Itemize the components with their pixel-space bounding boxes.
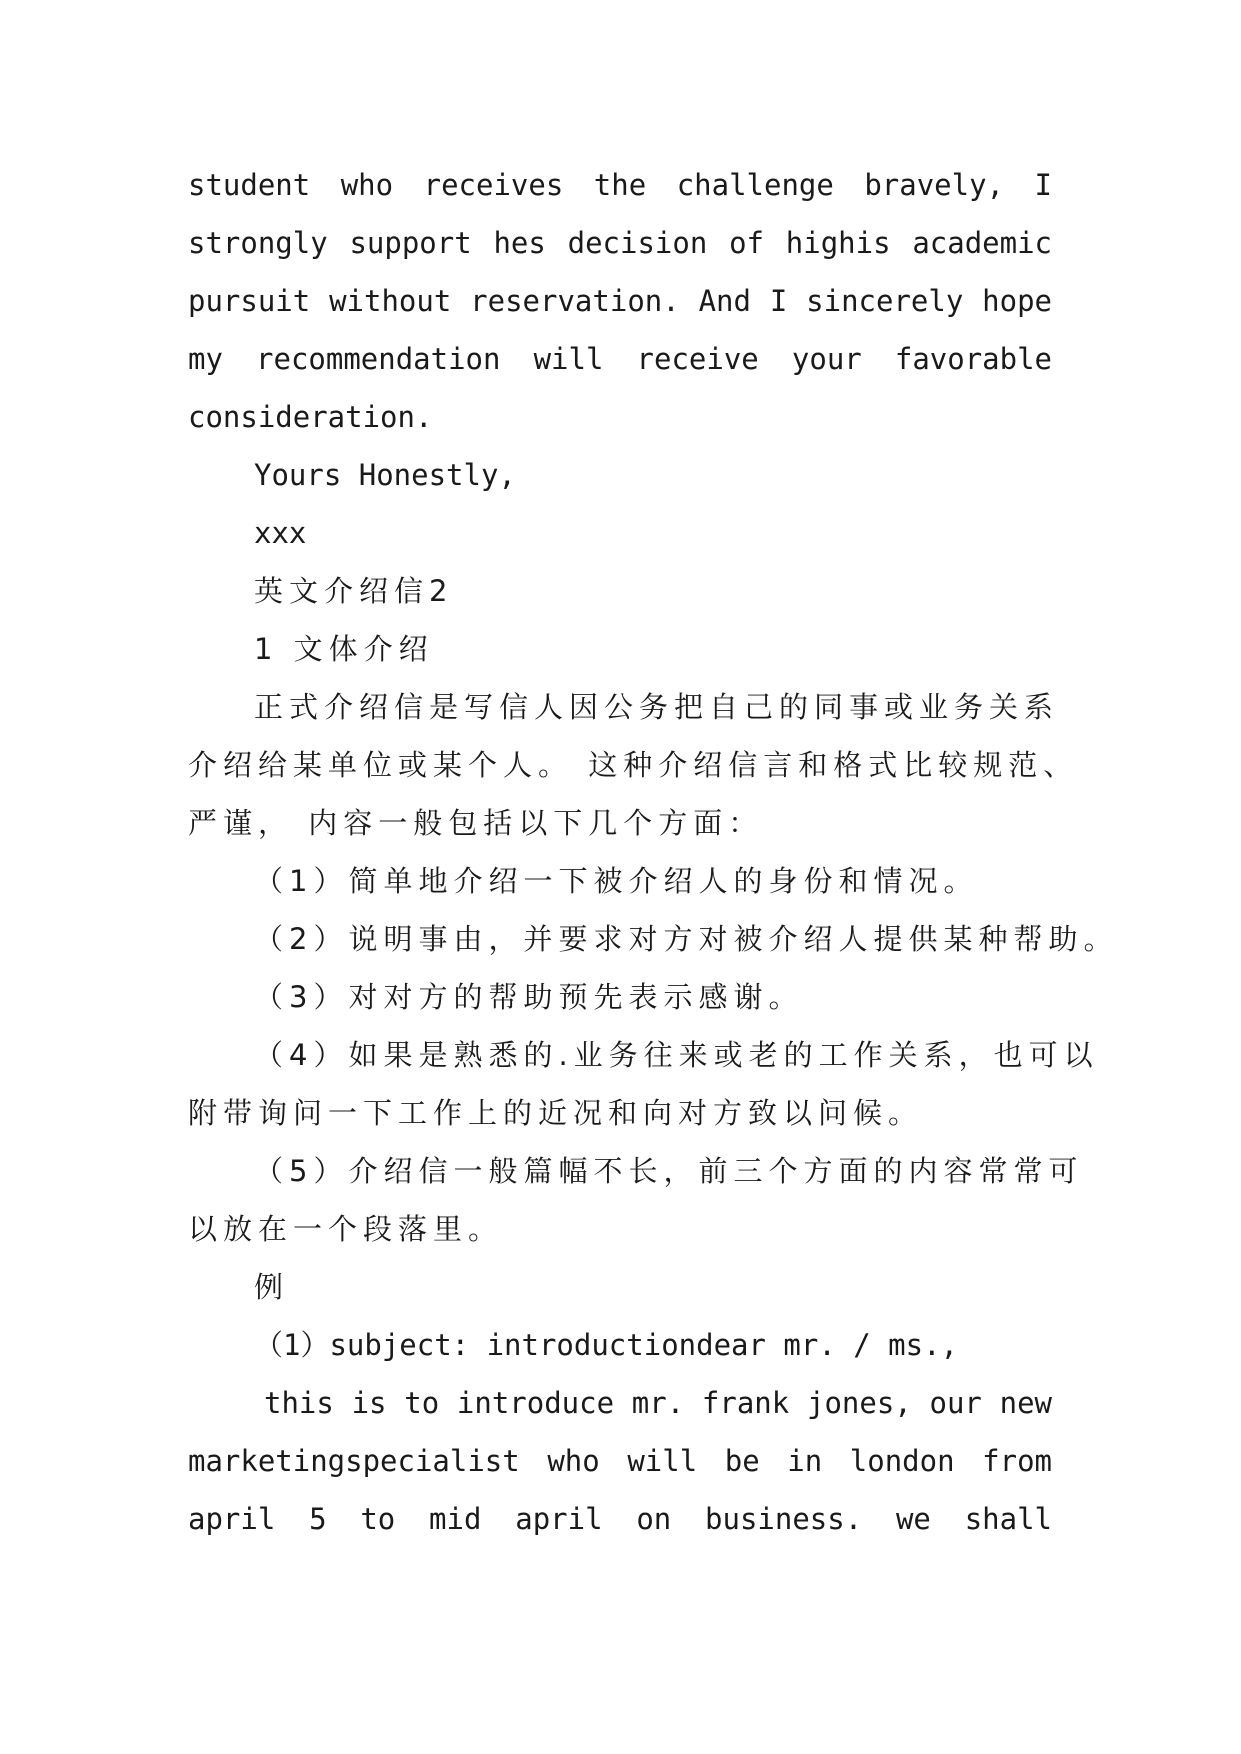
- body-line: strongly support hes decision of highis academic: [188, 226, 1052, 260]
- list-item: （2）说明事由，并要求对方对被介绍人提供某种帮助。: [254, 922, 1119, 956]
- example-line: this is to introduce mr. frank jones, our new: [264, 1386, 1052, 1420]
- intro-line: 正式介绍信是写信人因公务把自己的同事或业务关系: [254, 690, 1060, 724]
- list-item: （1）简单地介绍一下被介绍人的身份和情况。: [254, 864, 979, 898]
- example-label: 例: [254, 1270, 290, 1304]
- document-page: [188, 156, 1119, 1548]
- list-item: （5）介绍信一般篇幅不长，前三个方面的内容常常可: [254, 1154, 1084, 1188]
- body-line: pursuit without reservation. And I sincerely hope: [188, 284, 1052, 318]
- closing: Yours Honestly,: [254, 458, 516, 492]
- list-item: （3）对对方的帮助预先表示感谢。: [254, 980, 804, 1014]
- list-item-continuation: 以放在一个段落里。: [188, 1212, 504, 1246]
- body-line: student who receives the challenge bravely, I: [188, 168, 1052, 202]
- body-line: consideration.: [188, 400, 433, 434]
- example-line: marketingspecialist who will be in london from: [188, 1444, 1052, 1478]
- intro-line: 介绍给某单位或某个人。 这种介绍信言和格式比较规范、: [188, 748, 1079, 782]
- body-line: my recommendation will receive your favorable: [188, 342, 1052, 376]
- example-line: april 5 to mid april on business. we shall: [188, 1502, 1052, 1536]
- list-item: （4）如果是熟悉的.业务往来或老的工作关系，也可以: [254, 1038, 1099, 1072]
- intro-line: 严谨， 内容一般包括以下几个方面：: [188, 806, 764, 840]
- section-title: 1 文体介绍: [254, 632, 434, 666]
- signature: xxx: [254, 516, 307, 550]
- example-subject: （1）subject: introductiondear mr. / ms.,: [254, 1328, 959, 1362]
- list-item-continuation: 附带询问一下工作上的近况和向对方致以问候。: [188, 1096, 924, 1130]
- heading: 英文介绍信2: [254, 574, 454, 608]
